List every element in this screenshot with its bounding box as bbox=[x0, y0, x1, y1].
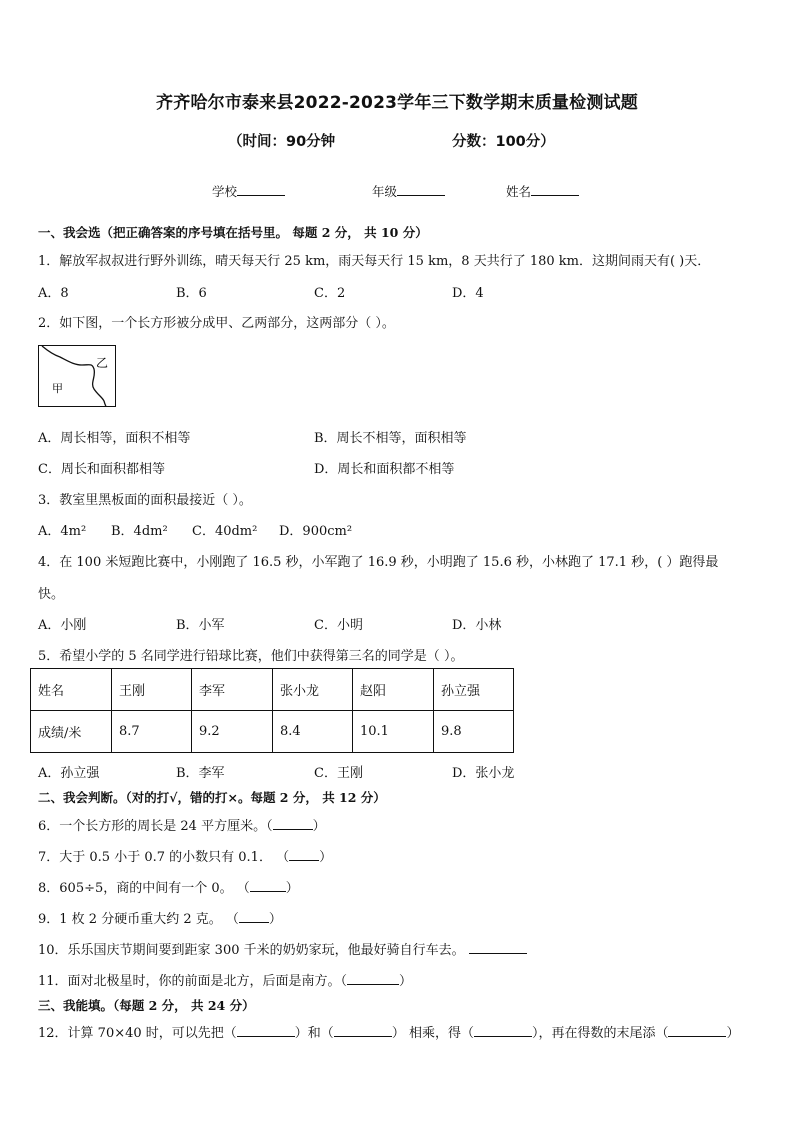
time-label: （时间：90分钟 bbox=[228, 134, 336, 150]
question-8-close: ） bbox=[285, 881, 299, 896]
school-field bbox=[212, 182, 285, 200]
q3-option-b[interactable]: B．4dm² bbox=[111, 524, 168, 539]
q1-option-c[interactable]: C．2 bbox=[314, 286, 346, 301]
q12-part-5: ） bbox=[726, 1026, 740, 1041]
question-3: 3．教室里黑板面的面积最接近（ ）。 bbox=[38, 493, 252, 508]
q4-option-c[interactable]: C．小明 bbox=[314, 618, 363, 633]
name-field bbox=[506, 182, 579, 200]
question-7-close: ） bbox=[319, 850, 333, 865]
question-9 bbox=[38, 908, 282, 927]
q2-option-a[interactable]: A．周长相等，面积不相等 bbox=[38, 431, 191, 446]
q2-option-b[interactable]: B．周长不相等，面积相等 bbox=[314, 431, 467, 446]
rectangle-split-diagram bbox=[38, 345, 116, 407]
school-blank[interactable] bbox=[237, 183, 285, 196]
table-cell: 李军 bbox=[192, 669, 273, 711]
answer-blank[interactable] bbox=[250, 879, 286, 892]
q12-part-2: ）和（ bbox=[294, 1026, 334, 1041]
question-8-text: 8．605÷5，商的中间有一个 0。 （ bbox=[38, 881, 250, 896]
q5-option-b[interactable]: B．李军 bbox=[176, 766, 225, 781]
table-cell: 10.1 bbox=[353, 711, 434, 753]
table-cell: 姓名 bbox=[31, 669, 112, 711]
name-label: 姓名 bbox=[506, 184, 532, 199]
name-blank[interactable] bbox=[531, 183, 579, 196]
question-8 bbox=[38, 877, 299, 896]
question-9-text: 9．1 枚 2 分硬币重大约 2 克。 （ bbox=[38, 912, 239, 927]
q4-option-a[interactable]: A．小刚 bbox=[38, 618, 87, 633]
q5-option-a[interactable]: A．孙立强 bbox=[38, 766, 100, 781]
answer-blank[interactable] bbox=[347, 972, 399, 985]
question-6-close: ） bbox=[312, 819, 326, 834]
school-label: 学校 bbox=[212, 184, 238, 199]
q2-option-c[interactable]: C．周长和面积都相等 bbox=[38, 462, 165, 477]
q12-part-1: 12．计算 70×40 时，可以先把（ bbox=[38, 1026, 237, 1041]
q1-option-b[interactable]: B．6 bbox=[176, 286, 207, 301]
q12-part-4: ），再在得数的末尾添（ bbox=[531, 1026, 669, 1041]
q4-option-d[interactable]: D．小林 bbox=[452, 618, 502, 633]
question-2: 2．如下图，一个长方形被分成甲、乙两部分，这两部分（ ）。 bbox=[38, 316, 395, 331]
grade-field bbox=[372, 182, 445, 200]
table-cell: 王刚 bbox=[112, 669, 192, 711]
answer-blank[interactable] bbox=[668, 1024, 726, 1037]
q5-option-d[interactable]: D．张小龙 bbox=[452, 766, 515, 781]
q4-option-b[interactable]: B．小军 bbox=[176, 618, 225, 633]
answer-blank[interactable] bbox=[239, 910, 269, 923]
q2-option-d[interactable]: D．周长和面积都不相等 bbox=[314, 462, 455, 477]
question-10 bbox=[38, 939, 527, 958]
question-10-text: 10．乐乐国庆节期间要到距家 300 千米的奶奶家玩，他最好骑自行车去。 bbox=[38, 943, 465, 958]
answer-blank[interactable] bbox=[334, 1024, 392, 1037]
table-row bbox=[31, 711, 514, 753]
question-11 bbox=[38, 970, 412, 989]
answer-blank[interactable] bbox=[469, 941, 527, 954]
question-7 bbox=[38, 846, 332, 865]
score-table bbox=[30, 668, 514, 753]
section-3-heading: 三、我能填。（每题 2 分， 共 24 分） bbox=[38, 998, 255, 1013]
section-2-heading: 二、我会判断。（对的打√，错的打×。每题 2 分， 共 12 分） bbox=[38, 790, 386, 805]
grade-blank[interactable] bbox=[397, 183, 445, 196]
table-header-row bbox=[31, 669, 514, 711]
q1-option-d[interactable]: D．4 bbox=[452, 286, 484, 301]
question-4-line-2: 快。 bbox=[38, 587, 65, 602]
question-11-close: ） bbox=[399, 974, 413, 989]
grade-label: 年级 bbox=[372, 184, 398, 199]
table-cell: 8.4 bbox=[273, 711, 353, 753]
table-cell: 张小龙 bbox=[273, 669, 353, 711]
answer-blank[interactable] bbox=[289, 848, 319, 861]
question-11-text: 11．面对北极星时，你的前面是北方，后面是南方。（ bbox=[38, 974, 348, 989]
score-label: 分数：100分） bbox=[452, 134, 555, 150]
q3-option-c[interactable]: C．40dm² bbox=[192, 524, 258, 539]
question-6-text: 6．一个长方形的周长是 24 平方厘米。（ bbox=[38, 819, 273, 834]
question-1: 1．解放军叔叔进行野外训练，晴天每天行 25 km，雨天每天行 15 km，8 天共行了 180 km．这期间雨天有( )天． bbox=[38, 254, 711, 269]
table-cell: 孙立强 bbox=[434, 669, 514, 711]
q1-option-a[interactable]: A．8 bbox=[38, 286, 69, 301]
question-5: 5．希望小学的 5 名同学进行铅球比赛，他们中获得第三名的同学是（ ）。 bbox=[38, 649, 464, 664]
table-cell: 赵阳 bbox=[353, 669, 434, 711]
q5-option-c[interactable]: C．王刚 bbox=[314, 766, 363, 781]
table-cell: 9.8 bbox=[434, 711, 514, 753]
figure-label-jia: 甲 bbox=[52, 382, 63, 395]
question-6 bbox=[38, 815, 326, 834]
question-4-line-1: 4．在 100 米短跑比赛中，小刚跑了 16.5 秒，小军跑了 16.9 秒，小明跑了 15.6 秒，小林跑了 17.1 秒，( ）跑得最 bbox=[38, 555, 719, 570]
rectangle-figure bbox=[38, 345, 116, 407]
answer-blank[interactable] bbox=[237, 1024, 295, 1037]
q3-option-a[interactable]: A．4m² bbox=[38, 524, 87, 539]
table-cell: 9.2 bbox=[192, 711, 273, 753]
table-cell: 成绩/米 bbox=[31, 711, 112, 753]
question-7-text: 7．大于 0.5 小于 0.7 的小数只有 0.1． （ bbox=[38, 850, 290, 865]
q3-option-d[interactable]: D．900cm² bbox=[279, 524, 353, 539]
figure-label-yi: 乙 bbox=[96, 356, 109, 370]
answer-blank[interactable] bbox=[273, 817, 313, 830]
q12-part-3: ） 相乘，得（ bbox=[391, 1026, 474, 1041]
page-title: 齐齐哈尔市泰来县2022-2023学年三下数学期末质量检测试题 bbox=[156, 93, 638, 113]
table-cell: 8.7 bbox=[112, 711, 192, 753]
question-9-close: ） bbox=[268, 912, 282, 927]
question-12 bbox=[38, 1022, 739, 1041]
answer-blank[interactable] bbox=[474, 1024, 532, 1037]
section-1-heading: 一、我会选（把正确答案的序号填在括号里。 每题 2 分， 共 10 分） bbox=[38, 225, 428, 240]
